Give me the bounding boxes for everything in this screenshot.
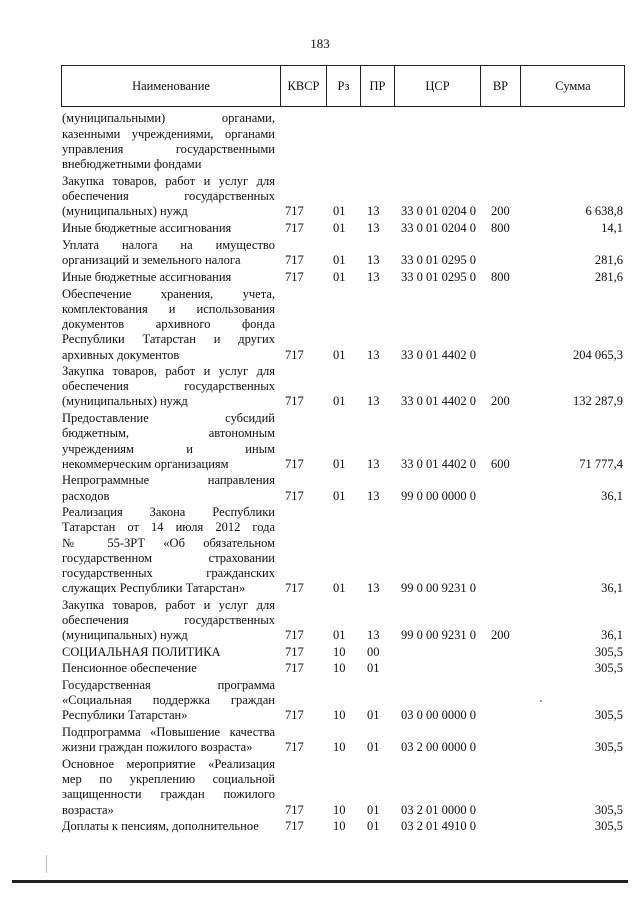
row-name-line: (муниципальными) органами, xyxy=(62,111,275,126)
cell-pr: 01 xyxy=(367,819,380,834)
cell-sum: 305,5 xyxy=(594,802,623,817)
cell-rz: 01 xyxy=(333,394,346,409)
table-row xyxy=(61,270,625,285)
cell-csr: 33 0 01 0295 0 xyxy=(401,269,476,284)
cell-kvsr: 717 xyxy=(285,644,304,659)
bottom-rule xyxy=(12,880,628,883)
table-row xyxy=(61,221,625,236)
table-row xyxy=(61,411,625,472)
cell-kvsr: 717 xyxy=(285,628,304,643)
table-row xyxy=(61,645,625,660)
cell-sum: 204 065,3 xyxy=(573,347,623,362)
row-name-line: расходов xyxy=(62,488,110,503)
row-name-line: бюджетным, автономным xyxy=(62,426,275,441)
cell-csr: 33 0 01 0204 0 xyxy=(401,204,476,219)
row-name xyxy=(62,598,275,644)
cell-rz: 01 xyxy=(333,456,346,471)
row-name-line: государственном страховании xyxy=(62,550,275,565)
cell-kvsr: 717 xyxy=(285,220,304,235)
cell-rz: 01 xyxy=(333,253,346,268)
cell-rz: 10 xyxy=(333,740,346,755)
cell-sum: 36,1 xyxy=(601,628,623,643)
row-name xyxy=(62,757,275,818)
cell-kvsr: 717 xyxy=(285,740,304,755)
table-row xyxy=(61,598,625,644)
cell-kvsr: 717 xyxy=(285,708,304,723)
cell-kvsr: 717 xyxy=(285,204,304,219)
row-name-line: № 55-ЗРТ «Об обязательном xyxy=(62,535,275,550)
cell-kvsr: 717 xyxy=(285,802,304,817)
cell-pr: 13 xyxy=(367,456,380,471)
cell-rz: 01 xyxy=(333,488,346,503)
row-name xyxy=(62,473,275,503)
cell-kvsr: 717 xyxy=(285,347,304,362)
cell-csr: 33 0 01 4402 0 xyxy=(401,347,476,362)
cell-rz: 10 xyxy=(333,644,346,659)
cell-kvsr: 717 xyxy=(285,269,304,284)
row-name xyxy=(62,725,275,755)
table-row xyxy=(61,473,625,503)
row-name-line: СОЦИАЛЬНАЯ ПОЛИТИКА xyxy=(62,644,221,659)
row-name-line: Основное мероприятие «Реализация xyxy=(62,756,275,771)
cell-vr: 200 xyxy=(491,394,510,409)
row-name-line: мер по укреплению социальной xyxy=(62,772,275,787)
cell-pr: 01 xyxy=(367,708,380,723)
cell-rz: 01 xyxy=(333,347,346,362)
cell-csr: 99 0 00 0000 0 xyxy=(401,488,476,503)
cell-csr: 03 2 00 0000 0 xyxy=(401,740,476,755)
table-row xyxy=(61,757,625,818)
cell-csr: 99 0 00 9231 0 xyxy=(401,628,476,643)
row-name xyxy=(62,111,275,172)
table-row xyxy=(61,174,625,220)
cell-rz: 01 xyxy=(333,269,346,284)
row-name xyxy=(62,238,275,268)
row-name-line: Пенсионное обеспечение xyxy=(62,661,197,675)
row-name-line: Непрограммные направления xyxy=(62,473,275,488)
row-name-line: учреждениям и иным xyxy=(62,441,275,456)
cell-rz: 01 xyxy=(333,628,346,643)
cell-sum: 305,5 xyxy=(594,740,623,755)
row-name-line: (муниципальных) нужд xyxy=(62,204,188,219)
row-name-line: служащих Республики Татарстан» xyxy=(62,581,246,596)
cell-csr: 33 0 01 4402 0 xyxy=(401,394,476,409)
cell-sum: 36,1 xyxy=(601,581,623,596)
row-name-line: Закупка товаров, работ и услуг для xyxy=(62,173,275,188)
row-name xyxy=(62,678,275,724)
cell-kvsr: 717 xyxy=(285,660,304,675)
header-vr: ВР xyxy=(480,66,520,106)
cell-rz: 10 xyxy=(333,708,346,723)
row-name-line: (муниципальных) нужд xyxy=(62,628,188,643)
row-name xyxy=(62,505,275,596)
table-row xyxy=(61,725,625,755)
row-name-line: казенными учреждениями, органами xyxy=(62,126,275,141)
table-row xyxy=(61,111,625,172)
cell-rz: 10 xyxy=(333,819,346,834)
row-name-line: некоммерческим организациям xyxy=(62,456,229,471)
page-number: 183 xyxy=(310,36,330,51)
row-name-line: управления государственными xyxy=(62,141,275,156)
cell-pr: 01 xyxy=(367,660,380,675)
cell-csr: 99 0 00 9231 0 xyxy=(401,581,476,596)
cell-sum: 305,5 xyxy=(594,708,623,723)
cell-csr: 03 2 01 0000 0 xyxy=(401,802,476,817)
scan-dot xyxy=(540,700,542,702)
row-name-line: обеспечения государственных xyxy=(62,188,275,203)
row-name-line: Реализация Закона Республики xyxy=(62,505,275,520)
cell-sum: 71 777,4 xyxy=(579,456,623,471)
cell-rz: 01 xyxy=(333,581,346,596)
table-row xyxy=(61,287,625,363)
cell-rz: 10 xyxy=(333,802,346,817)
table-row xyxy=(61,661,625,676)
row-name-line: жизни граждан пожилого возраста» xyxy=(62,740,253,755)
cell-pr: 13 xyxy=(367,394,380,409)
cell-pr: 13 xyxy=(367,581,380,596)
row-name xyxy=(62,661,275,676)
row-name-line: архивных документов xyxy=(62,347,180,362)
cell-csr: 33 0 01 4402 0 xyxy=(401,456,476,471)
row-name-line: Иные бюджетные ассигнования xyxy=(62,220,232,235)
cell-sum: 14,1 xyxy=(601,220,623,235)
header-name: Наименование xyxy=(132,78,210,93)
row-name-line: обеспечения государственных xyxy=(62,379,275,394)
row-name xyxy=(62,819,275,834)
row-name-line: Предоставление субсидий xyxy=(62,411,275,426)
table-header xyxy=(61,65,625,107)
cell-sum: 305,5 xyxy=(594,819,623,834)
table-row xyxy=(61,364,625,410)
row-name-line: внебюджетными фондами xyxy=(62,157,202,171)
row-name xyxy=(62,287,275,363)
row-name-line: государственных гражданских xyxy=(62,566,275,581)
row-name-line: Татарстан от 14 июля 2012 года xyxy=(62,520,275,535)
cell-sum: 132 287,9 xyxy=(573,394,623,409)
row-name-line: Государственная программа xyxy=(62,677,275,692)
row-name-line: Республики Татарстан и других xyxy=(62,332,275,347)
row-name-line: (муниципальных) нужд xyxy=(62,394,188,409)
table-row xyxy=(61,505,625,596)
cell-kvsr: 717 xyxy=(285,394,304,409)
cell-pr: 13 xyxy=(367,204,380,219)
cell-pr: 01 xyxy=(367,802,380,817)
cell-rz: 01 xyxy=(333,220,346,235)
cell-vr: 600 xyxy=(491,456,510,471)
cell-vr: 200 xyxy=(491,204,510,219)
cell-vr: 800 xyxy=(491,269,510,284)
header-pr: ПР xyxy=(360,66,394,106)
header-sum: Сумма xyxy=(520,66,625,106)
row-name-line: Обеспечение хранения, учета, xyxy=(62,286,275,301)
cell-csr: 03 0 00 0000 0 xyxy=(401,708,476,723)
cell-pr: 01 xyxy=(367,740,380,755)
cell-kvsr: 717 xyxy=(285,456,304,471)
row-name-line: документов архивного фонда xyxy=(62,317,275,332)
header-kvsr: КВСР xyxy=(280,66,326,106)
cell-vr: 800 xyxy=(491,220,510,235)
row-name-line: организаций и земельного налога xyxy=(62,253,241,268)
row-name-line: Закупка товаров, работ и услуг для xyxy=(62,363,275,378)
row-name-line: защищенности граждан пожилого xyxy=(62,787,275,802)
cell-sum: 305,5 xyxy=(594,644,623,659)
row-name xyxy=(62,411,275,472)
cell-csr: 03 2 01 4910 0 xyxy=(401,819,476,834)
cell-pr: 13 xyxy=(367,253,380,268)
cell-sum: 6 638,8 xyxy=(585,204,623,219)
cell-csr: 33 0 01 0204 0 xyxy=(401,220,476,235)
row-name-line: Республики Татарстан» xyxy=(62,708,188,723)
cell-kvsr: 717 xyxy=(285,488,304,503)
cell-sum: 36,1 xyxy=(601,488,623,503)
row-name-line: Иные бюджетные ассигнования xyxy=(62,269,232,284)
cell-sum: 281,6 xyxy=(594,253,623,268)
header-rz: Рз xyxy=(326,66,360,106)
row-name xyxy=(62,364,275,410)
cell-vr: 200 xyxy=(491,628,510,643)
cell-pr: 13 xyxy=(367,269,380,284)
row-name-line: Доплаты к пенсиям, дополнительное xyxy=(62,819,259,834)
header-csr: ЦСР xyxy=(394,66,480,106)
cell-pr: 13 xyxy=(367,347,380,362)
row-name-line: Подпрограмма «Повышение качества xyxy=(62,724,275,739)
cell-pr: 13 xyxy=(367,220,380,235)
cell-csr: 33 0 01 0295 0 xyxy=(401,253,476,268)
cell-sum: 305,5 xyxy=(594,660,623,675)
row-name xyxy=(62,174,275,220)
row-name xyxy=(62,645,275,660)
row-name-line: обеспечения государственных xyxy=(62,613,275,628)
cell-rz: 01 xyxy=(333,204,346,219)
cell-pr: 00 xyxy=(367,644,380,659)
row-name xyxy=(62,221,275,236)
cell-pr: 13 xyxy=(367,628,380,643)
cell-rz: 10 xyxy=(333,660,346,675)
row-name xyxy=(62,270,275,285)
row-name-line: Уплата налога на имущество xyxy=(62,237,275,252)
row-name-line: «Социальная поддержка граждан xyxy=(62,692,275,707)
table-row xyxy=(61,238,625,268)
table-row xyxy=(61,819,625,834)
cell-kvsr: 717 xyxy=(285,819,304,834)
cell-kvsr: 717 xyxy=(285,581,304,596)
table-body xyxy=(61,110,625,835)
row-name-line: возраста» xyxy=(62,802,114,817)
cell-sum: 281,6 xyxy=(594,269,623,284)
row-name-line: комплектования и использования xyxy=(62,301,275,316)
scan-mark xyxy=(46,855,47,873)
row-name-line: Закупка товаров, работ и услуг для xyxy=(62,597,275,612)
cell-kvsr: 717 xyxy=(285,253,304,268)
cell-pr: 13 xyxy=(367,488,380,503)
